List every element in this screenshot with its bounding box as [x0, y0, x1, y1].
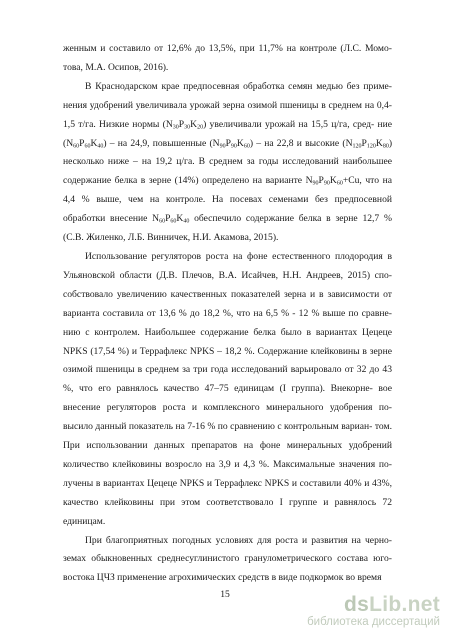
paragraph — [63, 532, 392, 589]
text-run: нию с контролем. Наибольшее содержание белка было в вариантах Цецеце — [63, 326, 392, 338]
text-run: P — [225, 137, 231, 149]
text-run: 32 до 43 %, что его равнялось качество 47–75 единицам (I группа). Внекорне- — [63, 364, 392, 395]
text-run: женным и составило от 12,6% до 13,5%, при 11,7% на контроле (Л.С. Момо- — [63, 43, 392, 54]
subscript: 60 — [243, 143, 250, 150]
text-run: P — [178, 118, 185, 130]
text-run: В Краснодарском крае предпосевная обработка семян медью без приме- — [85, 80, 392, 92]
text-run: При благоприятных погодных условиях для роста и развития на черно- — [85, 534, 392, 546]
subscript: 60 — [336, 180, 343, 187]
paragraph — [63, 248, 392, 532]
subscript: 90 — [323, 180, 330, 187]
text-run: K — [375, 137, 383, 149]
text-run: K — [236, 137, 244, 149]
text-run: зерне озимой пшеницы в среднем за три года исследований варьировало от — [63, 345, 392, 376]
subscript: 30 — [184, 124, 191, 131]
text-run: K — [176, 213, 184, 225]
text-run: нения удобрений увеличивала урожай зерна озимой пшеницы в среднем на — [63, 99, 375, 111]
text-run: N — [305, 175, 313, 187]
subscript: 60 — [170, 218, 177, 225]
text-run: P — [361, 137, 367, 149]
text-run: K — [329, 175, 337, 187]
subscript: 20 — [197, 124, 204, 131]
paragraph — [63, 78, 392, 248]
text-run: зерне 12,7 % (С.В. Жиленко, Л.Б. Винничек, Н.И. Акамова, 2015). — [63, 213, 392, 244]
text-run: том. При использовании данных препаратов на фоне минеральных удобрений — [63, 421, 392, 452]
text-run: варианта составила от 13,6 % до 18,2 %, что на 6,5 % - 12 % выше по сравне- — [63, 307, 392, 319]
text-run: това, М.А. Осипов, 2016). — [63, 61, 169, 73]
text-run: высило данный показатель на 7-16 % по сравнению с контрольным вариан- — [63, 421, 373, 433]
text-run: ) – на 22,8 и высокие — [249, 137, 340, 149]
text-run: NPKS (17,54 %) и Террафлекс NPKS – 18,2 %. Содержание клейковины в — [63, 345, 367, 357]
subscript: 120 — [366, 143, 376, 150]
text-run: K — [190, 118, 198, 130]
page-number: 15 — [220, 589, 230, 600]
text-run: ние (N — [63, 118, 392, 149]
text-run: наибольшее содержание белка в зерне (14%) определено на варианте — [63, 156, 392, 187]
watermark — [307, 594, 440, 629]
text-run: ) увеличивали урожай на 15,5 ц/га, сред- — [203, 118, 375, 130]
subscript: 90 — [219, 143, 226, 150]
text-run: (N — [342, 137, 353, 149]
subscript: 90 — [312, 180, 319, 187]
text-run: 43%, качество клейковины при этом соответствовало I группе и равнялось 72 — [63, 477, 392, 508]
text-run: земах обыкновенных среднесуглинистого гранулометрического состава юго- — [63, 553, 392, 565]
text-run: Использование регуляторов роста на фоне естественного плодородия в — [85, 250, 392, 262]
subscript: 90 — [230, 143, 237, 150]
text-run: предпосевной обработки внесение N — [63, 194, 392, 225]
subscript: 80 — [382, 143, 389, 150]
subscript: 40 — [183, 218, 190, 225]
watermark-caption: библиотека диссертаций — [307, 616, 440, 628]
subscript: 30 — [172, 124, 179, 131]
text-run: единицам. — [63, 515, 106, 527]
subscript: 40 — [97, 143, 104, 150]
text-run: собствовало увеличению качественных показателей зерна и в зависимости от — [63, 288, 392, 300]
subscript: 60 — [159, 218, 166, 225]
text-run: Ульяновской области (Д.В. Плечов, В.А. Исайчев, Н.Н. Андреев, 2015) спо- — [63, 269, 392, 281]
text-run: P — [165, 213, 171, 225]
text-run: +Cu, что на 4,4 % выше, чем на контроле. На посевах семенами без — [63, 175, 392, 206]
text-run: вое внесение регуляторов роста и комплексного минерального удобрения по- — [63, 383, 392, 414]
paragraph — [63, 40, 392, 78]
text-run: лучены в вариантах Цецеце NPKS и Террафлекс NPKS и составили 40% и — [63, 477, 370, 489]
watermark-logo: dsLib.net — [343, 593, 440, 616]
text-run: 0,4-1,5 т/га. Низкие нормы (N — [63, 99, 392, 130]
text-run: обеспечило содержание белка в — [189, 213, 331, 225]
subscript: 60 — [73, 143, 80, 150]
text-run: P — [79, 137, 85, 149]
text-run: ) несколько ниже – на 19,2 ц/га. В среднем за годы исследований — [63, 137, 393, 168]
body-text — [63, 40, 392, 588]
text-run: ) – на 24,9, повышенные (N — [103, 137, 220, 149]
text-run: количество клейковины возросло на 3,9 и 4,3 %. Максимальные значения по- — [63, 458, 392, 470]
text-run: востока ЦЧЗ применение агрохимических средств в виде подкормок во время — [63, 572, 382, 584]
text-run: K — [90, 137, 98, 149]
subscript: 60 — [84, 143, 91, 150]
text-run: P — [318, 175, 324, 187]
subscript: 120 — [352, 143, 362, 150]
